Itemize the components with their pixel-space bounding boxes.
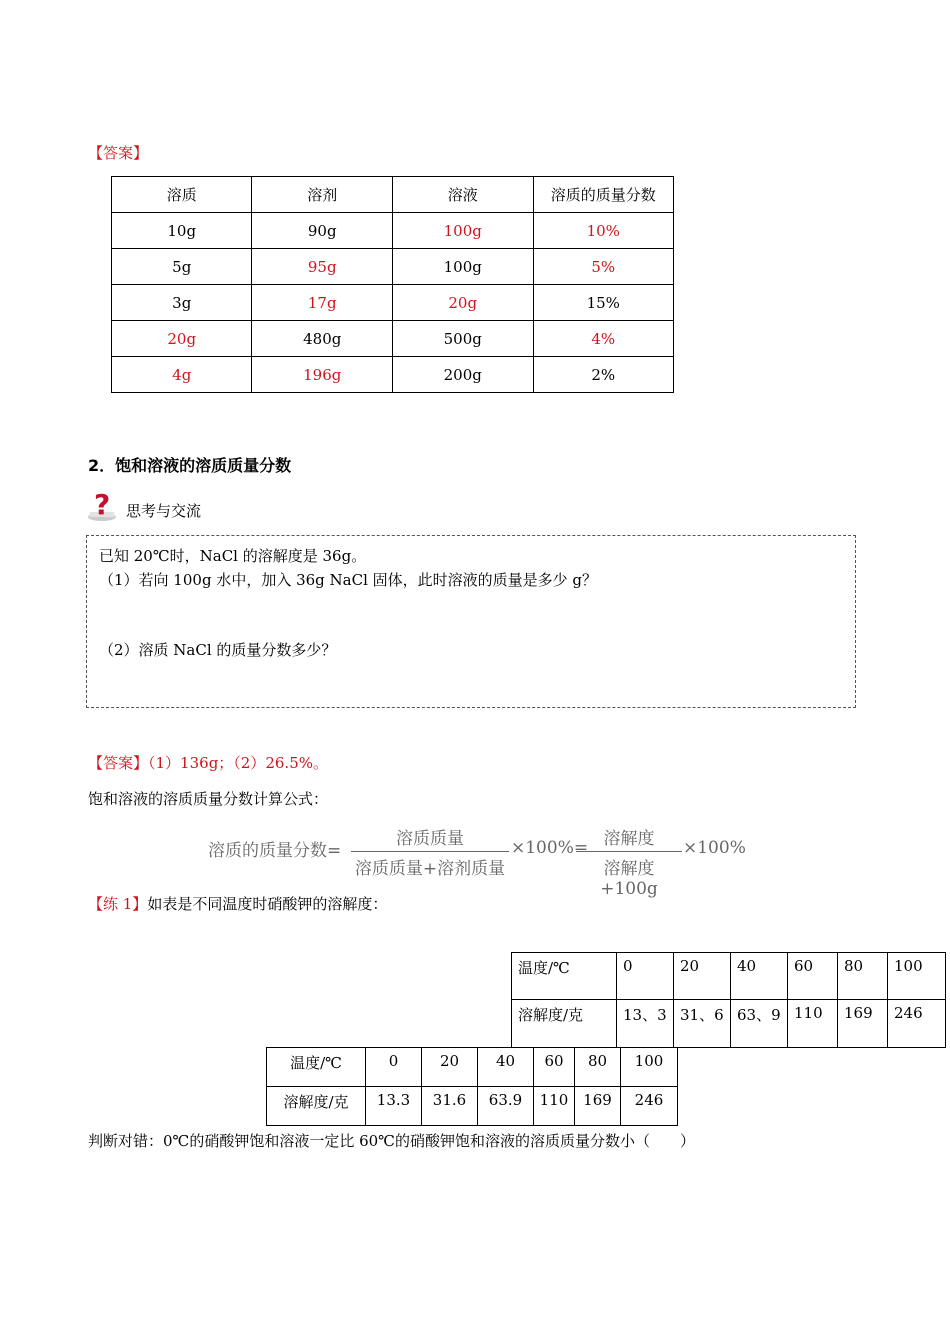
table-cell: 温度/℃ [267,1048,366,1087]
table-cell: 0 [617,953,674,1000]
table-cell: 15% [533,285,674,321]
table-cell: 31.6 [422,1087,478,1126]
formula-fraction-2 [576,824,682,899]
think-question-1: （1）若向 100g 水中，加入 36g NaCl 固体，此时溶液的质量是多少 g？ [99,571,598,589]
table-header-cell: 溶质的质量分数 [533,177,674,213]
table-cell: 110 [788,1000,838,1048]
formula-lhs: 溶质的质量分数= [208,841,342,861]
answer-2-label: 【答案】 [88,754,149,772]
table-header-cell: 溶质 [112,177,252,213]
table-cell: 100g [392,249,533,285]
practice-label: 【练 1】 [88,895,148,913]
table-header-cell: 溶剂 [252,177,393,213]
table-cell: 溶解度/克 [267,1087,366,1126]
answer-2-text: （1）136g；（2）26.5%。 [148,754,328,772]
table-cell: 4g [112,357,252,393]
table-cell: 60 [534,1048,575,1087]
think-label: 思考与交流 [126,502,202,520]
table-cell: 80 [838,953,888,1000]
formula-tail: ×100% [683,838,746,858]
table-cell: 31、6 [674,1000,731,1048]
table-row [512,1000,946,1048]
table-row [112,321,674,357]
table-row [512,953,946,1000]
think-known: 已知 20℃时，NaCl 的溶解度是 36g。 [99,547,367,565]
table-cell: 100 [621,1048,678,1087]
table-cell: 169 [838,1000,888,1048]
think-box [86,535,856,708]
table-header-row [112,177,674,213]
table-header-cell: 溶液 [392,177,533,213]
table-cell: 5g [112,249,252,285]
table-row [112,357,674,393]
formula-frac1-denominator: 溶质质量+溶剂质量 [354,859,506,879]
table-cell: 100 [888,953,946,1000]
formula-intro: 饱和溶液的溶质质量分数计算公式： [88,790,329,808]
think-question-2: （2）溶质 NaCl 的质量分数多少？ [99,641,337,659]
table-cell: 5% [533,249,674,285]
answer-table [111,176,674,393]
formula-fraction-1 [351,824,509,879]
table-cell: 246 [621,1087,678,1126]
table-cell: 20 [422,1048,478,1087]
table-cell: 2% [533,357,674,393]
table-cell: 63、9 [731,1000,788,1048]
table-cell: 63.9 [478,1087,534,1126]
formula-mid: ×100%= [511,838,589,858]
formula-frac2-denominator: 溶解度+100g [600,859,658,899]
table-cell: 3g [112,285,252,321]
table-cell: 20 [674,953,731,1000]
svg-text:?: ? [94,490,111,521]
table-cell: 95g [252,249,393,285]
solubility-table-a [511,952,946,1048]
answer-label: 【答案】 [88,144,149,162]
table-cell: 480g [252,321,393,357]
table-cell: 200g [392,357,533,393]
table-cell: 溶解度/克 [512,1000,617,1048]
table-cell: 0 [366,1048,422,1087]
question-mark-icon [86,490,118,522]
table-cell: 90g [252,213,393,249]
practice-1 [88,893,387,914]
table-cell: 10% [533,213,674,249]
solubility-table-b [266,1047,678,1126]
formula-frac1-numerator: 溶质质量 [351,824,509,852]
table-cell: 20g [112,321,252,357]
table-cell: 196g [252,357,393,393]
table-cell: 13.3 [366,1087,422,1126]
table-cell: 温度/℃ [512,953,617,1000]
table-cell: 13、3 [617,1000,674,1048]
section-title: 2．饱和溶液的溶质质量分数 [88,456,292,475]
table-row [267,1048,678,1087]
table-cell: 40 [478,1048,534,1087]
table-cell: 60 [788,953,838,1000]
table-cell: 10g [112,213,252,249]
table-row [267,1087,678,1126]
table-cell: 246 [888,1000,946,1048]
table-cell: 110 [534,1087,575,1126]
practice-text: 如表是不同温度时硝酸钾的溶解度： [147,895,388,913]
table-cell: 40 [731,953,788,1000]
table-row [112,213,674,249]
answer-2 [88,752,328,773]
judge-question: 判断对错：0℃的硝酸钾饱和溶液一定比 60℃的硝酸钾饱和溶液的溶质质量分数小（ ） [88,1132,695,1150]
table-cell: 169 [575,1087,621,1126]
table-cell: 17g [252,285,393,321]
table-row [112,249,674,285]
table-row [112,285,674,321]
table-cell: 4% [533,321,674,357]
table-cell: 20g [392,285,533,321]
table-cell: 80 [575,1048,621,1087]
table-cell: 500g [392,321,533,357]
formula-frac2-numerator: 溶解度 [576,824,682,852]
table-cell: 100g [392,213,533,249]
